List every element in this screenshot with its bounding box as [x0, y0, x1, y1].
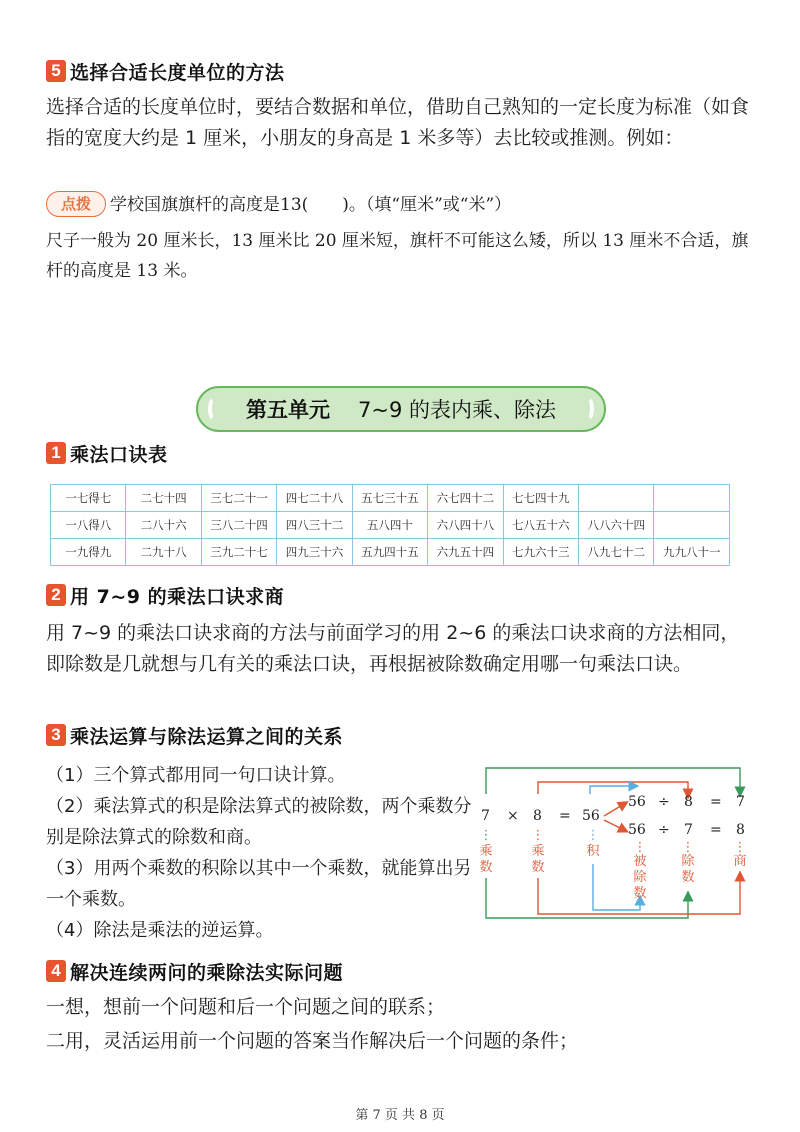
diagram-factor-8: 8: [533, 808, 542, 824]
table-cell: 七九六十三: [503, 539, 578, 566]
diagram-divisor-8: 8: [684, 794, 693, 810]
diagram-divide: ÷: [658, 794, 670, 810]
table-row: [51, 539, 730, 566]
arrow-green-top: [486, 768, 740, 794]
relation-list: [46, 760, 476, 946]
diagram-factor-7: 7: [481, 808, 490, 824]
tip-line: [46, 190, 758, 220]
section-title: 选择合适长度单位的方法: [70, 61, 285, 84]
table-cell: 四九三十六: [277, 539, 352, 566]
unit-banner: [196, 386, 606, 432]
diagram-equals: =: [710, 822, 722, 838]
relation-item: （2）乘法算式的积是除法算式的被除数，两个乘数分别是除法算式的除数和商。: [46, 796, 472, 848]
label-quotient: 商: [733, 854, 747, 869]
diagram-product-56: 56: [582, 808, 600, 824]
label-product: 积: [586, 844, 600, 859]
relation-item: （4）除法是乘法的逆运算。: [46, 920, 274, 941]
table-row: [51, 485, 730, 512]
arrow-red-top: [538, 782, 688, 794]
diagram-dots: ⋮: [633, 840, 647, 855]
label-dividend: 被 除 数: [633, 854, 647, 901]
arrow-green-bottom: [486, 878, 688, 918]
table-cell: 四八三十二: [277, 512, 352, 539]
tip-text: 学校国旗旗杆的高度是13( )。（填“厘米”或“米”）: [110, 195, 512, 215]
table-cell: [579, 485, 654, 512]
section-title: 乘法口诀表: [70, 443, 168, 466]
banner-decoration-left: [208, 396, 222, 422]
diagram-quotient-7: 7: [736, 794, 745, 810]
section-3-heading: [46, 722, 343, 748]
tip-explanation: 尺子一般为 20 厘米长，13 厘米比 20 厘米短，旗杆不可能这么矮，所以 13 厘米不合适，旗杆的高度是 13 米。: [46, 231, 749, 281]
diagram-times: ×: [507, 808, 519, 824]
table-cell: 一七得七: [51, 485, 126, 512]
diagram-quotient-8: 8: [736, 822, 745, 838]
section-title: 用 7~9 的乘法口诀求商: [70, 585, 285, 608]
table-row: [51, 512, 730, 539]
arrow-blue-top: [590, 786, 634, 794]
table-cell: 六八四十八: [428, 512, 503, 539]
table-cell: 三八二十四: [201, 512, 276, 539]
multiplication-table: [50, 484, 730, 566]
table-cell: 二八十六: [126, 512, 201, 539]
section-title: 乘法运算与除法运算之间的关系: [70, 725, 344, 748]
diagram-dots: ⋮: [531, 828, 545, 843]
table-cell: 六七四十二: [428, 485, 503, 512]
diagram-divisor-7: 7: [684, 822, 693, 838]
multiplication-division-diagram: [476, 764, 760, 924]
table-cell: 三七二十一: [201, 485, 276, 512]
diagram-equals: =: [559, 808, 571, 824]
section-5-paragraph: 选择合适的长度单位时，要结合数据和单位，借助自己熟知的一定长度为标准（如食指的宽度大约是 1 厘米，小朋友的身高是 1 米多等）去比较或推测。例如：: [46, 96, 750, 149]
section-number-badge: 2: [46, 584, 66, 606]
relation-item: （3）用两个乘数的积除以其中一个乘数，就能算出另一个乘数。: [46, 858, 472, 910]
table-cell: 五七三十五: [352, 485, 427, 512]
table-cell: 八八六十四: [579, 512, 654, 539]
section-number-badge: 1: [46, 442, 66, 464]
table-cell: 四七二十八: [277, 485, 352, 512]
diagram-dividend-56: 56: [628, 822, 646, 838]
table-cell: 六九五十四: [428, 539, 503, 566]
table-cell: 八九七十二: [579, 539, 654, 566]
unit-label: 第五单元: [246, 398, 330, 422]
section-1-heading: [46, 440, 168, 466]
diagram-dots: ⋮: [586, 828, 600, 843]
arrow-red-lower: [604, 820, 624, 830]
banner-decoration-right: [580, 396, 594, 422]
table-cell: 五八四十: [352, 512, 427, 539]
table-cell: 三九二十七: [201, 539, 276, 566]
table-cell: 一九得九: [51, 539, 126, 566]
section-4-line-1: 一想，想前一个问题和后一个问题之间的联系；: [46, 996, 446, 1018]
table-cell: 五九四十五: [352, 539, 427, 566]
diagram-equals: =: [710, 794, 722, 810]
tip-badge: 点拨: [46, 191, 106, 217]
diagram-dividend-56: 56: [628, 794, 646, 810]
table-cell: 七八五十六: [503, 512, 578, 539]
diagram-dots: ⋮: [681, 840, 695, 855]
arrow-red-upper: [604, 804, 624, 816]
label-factor-2: 乘 数: [531, 844, 545, 875]
diagram-dots: ⋮: [733, 840, 747, 855]
relation-item: （1）三个算式都用同一句口诀计算。: [46, 765, 346, 786]
table-cell: 七七四十九: [503, 485, 578, 512]
diagram-dots: ⋮: [479, 828, 493, 843]
unit-title: 7~9 的表内乘、除法: [358, 398, 556, 422]
label-divisor: 除 数: [681, 854, 695, 885]
page-footer: 第 7 页 共 8 页: [355, 1108, 445, 1123]
table-cell: 二七十四: [126, 485, 201, 512]
table-cell: 九九八十一: [654, 539, 730, 566]
section-2-paragraph: 用 7~9 的乘法口诀求商的方法与前面学习的用 2~6 的乘法口诀求商的方法相同，即除数是几就想与几有关的乘法口诀，再根据被除数确定用哪一句乘法口诀。: [46, 622, 740, 675]
table-cell: [654, 485, 730, 512]
section-2-heading: [46, 582, 284, 608]
table-cell: [654, 512, 730, 539]
diagram-arrows: [476, 764, 760, 924]
section-title: 解决连续两问的乘除法实际问题: [70, 961, 344, 984]
label-factor-1: 乘 数: [479, 844, 493, 875]
section-5-heading: [46, 58, 285, 84]
table-cell: 二九十八: [126, 539, 201, 566]
section-number-badge: 5: [46, 60, 66, 82]
section-number-badge: 4: [46, 960, 66, 982]
section-4-heading: [46, 958, 343, 984]
table-cell: 一八得八: [51, 512, 126, 539]
section-number-badge: 3: [46, 724, 66, 746]
section-4-line-2: 二用，灵活运用前一个问题的答案当作解决后一个问题的条件；: [46, 1030, 579, 1052]
diagram-divide: ÷: [658, 822, 670, 838]
